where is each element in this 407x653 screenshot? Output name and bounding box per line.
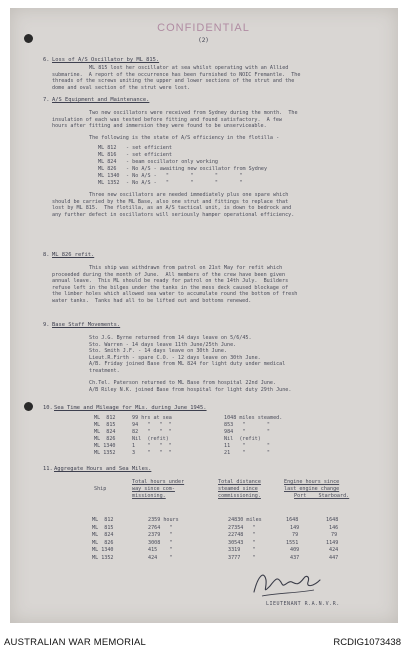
movement-line: Ch.Tel. Paterson returned to ML Base from hospital 22nd June. xyxy=(89,380,277,386)
sea-time-miles: Nil (refit) xyxy=(224,436,261,442)
movement-line: Lieut.R.Firth - spare C.O. - 12 days leave on 30th June. xyxy=(89,354,261,361)
paragraph-line: should be carried by the ML Base, also one strut and fittings to replace that xyxy=(52,198,289,205)
paragraph-line: proceeded during the month of June. All members of the crew have been given xyxy=(52,271,286,278)
ml-status: - No A/S - awaiting new oscillator from Sydney xyxy=(126,166,268,172)
paragraph-line: This ship was withdrawn from patrol on 21st May for refit which xyxy=(89,265,283,271)
agg-ship: ML 1340 xyxy=(92,547,114,553)
section-number: 11. xyxy=(43,466,53,472)
ml-status: - No A/S - " " " " xyxy=(126,180,243,186)
column-header-hours: Total hours under xyxy=(132,479,185,485)
sea-time-miles: 853 " " xyxy=(224,422,271,428)
archive-footer xyxy=(0,633,407,653)
agg-distance: 3319 " xyxy=(228,547,256,553)
section-number: 10. xyxy=(43,405,53,411)
movement-line: Sto. Warren - 14 days leave 11th June/25th June. xyxy=(89,341,237,348)
sea-time-ml: ML 826 xyxy=(94,436,116,442)
paragraph-line: any further defect in oscillators will seriously hamper operational efficiency. xyxy=(52,211,295,218)
ml-name: ML 1352 xyxy=(98,180,120,186)
sea-time-miles: 11 " " xyxy=(224,443,271,449)
page-number: (2) xyxy=(198,37,209,44)
paragraph-line: Two new oscillators were received from Sydney during the month. The xyxy=(89,110,298,116)
agg-stbd: 1149 xyxy=(326,539,339,546)
sea-time-ml: ML 1340 xyxy=(94,443,116,449)
agg-port: 437 xyxy=(290,554,300,561)
agg-stbd: 146 xyxy=(329,524,339,531)
ml-name: ML 1340 xyxy=(98,173,120,179)
sea-time-ml: ML 824 xyxy=(94,429,116,435)
agg-distance: 30543 " xyxy=(228,539,256,546)
section-heading: Sea Time and Mileage for MLs. during June 1945. xyxy=(54,405,207,411)
agg-port: 149 xyxy=(290,524,300,531)
agg-stbd: 424 xyxy=(329,547,339,553)
ml-name: ML 826 xyxy=(98,166,117,172)
sea-time-ml: ML 815 xyxy=(94,422,116,428)
handwritten-signature xyxy=(248,566,328,600)
section-heading: ML 826 refit. xyxy=(52,252,95,258)
agg-hours: 3008 " xyxy=(148,539,173,546)
movement-line: Sto. Smith J.F. - 14 days leave on 30th June. xyxy=(89,348,228,354)
agg-stbd: 1648 xyxy=(326,517,339,523)
agg-ship: ML 812 xyxy=(92,517,114,523)
ml-status: - set efficient xyxy=(126,152,173,158)
sea-time-miles: 21 " " xyxy=(224,450,271,456)
archive-name: AUSTRALIAN WAR MEMORIAL xyxy=(4,637,147,648)
ml-name: ML 816 xyxy=(98,152,117,158)
sea-time-hours: 82 " " " xyxy=(132,429,172,435)
classification-stamp: CONFIDENTIAL xyxy=(157,22,250,34)
paragraph-line: insulation of each was tested before fitting and found satisfactory. A few xyxy=(52,116,283,123)
record-id: RCDIG1073438 xyxy=(333,637,401,648)
agg-hours: 2359 hours xyxy=(148,517,179,523)
paragraph-line: water tanks. Tanks had all to be lifted out and bottoms renewed. xyxy=(52,297,252,304)
paragraph-line: submarine. A report of the occurrence has been furnished to NOIC Fremantle. The xyxy=(52,71,301,78)
paragraph-line: hours after fitting and immersion they were found to be unserviceable. xyxy=(52,123,267,129)
section-number: 7. xyxy=(43,97,50,103)
agg-ship: ML 815 xyxy=(92,524,114,531)
ml-status: - set efficient xyxy=(126,145,173,151)
agg-port: 1551 xyxy=(286,539,299,546)
column-header-engine: Engine hours since xyxy=(284,479,340,485)
paragraph-line: lost by ML 815. The flotilla, as an A/S tactical unit, is down to bedrock and xyxy=(52,205,292,211)
ml-name: ML 812 xyxy=(98,145,117,151)
sea-time-hours: Nil (refit) xyxy=(132,436,169,442)
agg-distance: 24830 miles xyxy=(228,517,262,523)
paragraph-line: dome and oval section of the strut were lost. xyxy=(52,84,191,91)
column-header-hours: way since com- xyxy=(132,486,175,492)
column-header-distance: Total distance xyxy=(218,479,261,485)
section-number: 8. xyxy=(43,252,50,258)
column-header-hours: missioning. xyxy=(132,493,166,499)
sea-time-hours: 1 " " " xyxy=(132,443,172,449)
ml-status: - No A/S - " " " " xyxy=(126,173,243,179)
sea-time-miles: 1048 miles steamed. xyxy=(224,415,283,421)
movement-line: A/B Riley N.K. joined Base from hospital for light duty 29th June. xyxy=(89,386,292,393)
agg-distance: 22748 " xyxy=(228,532,256,538)
movement-line: Sto J.G. Byrne returned from 14 days leave on 5/6/45. xyxy=(89,335,252,341)
agg-ship: ML 1352 xyxy=(92,554,114,561)
paragraph-line: annual leave. This ML should be ready for patrol on the 14th July. Builders xyxy=(52,278,289,284)
agg-ship: ML 824 xyxy=(92,532,114,538)
sea-time-ml: ML 812 xyxy=(94,415,116,421)
agg-hours: 2764 " xyxy=(148,524,173,531)
section-heading: Loss of A/S Oscillator by ML 815. xyxy=(52,57,160,63)
agg-hours: 424 " xyxy=(148,554,173,561)
signatory-rank: LIEUTENANT R.A.N.V.R. xyxy=(266,601,340,607)
agg-port: 79 xyxy=(292,532,299,538)
paragraph-line: refuse left in the bilges under the tanks in the mess deck caused blockage of xyxy=(52,284,289,291)
paragraph-line: the limber holes which allowed sea water to accumulate round the bottom of fresh xyxy=(52,291,298,297)
section-heading: A/S Equipment and Maintenance. xyxy=(52,97,150,103)
movement-line: A/B. Friday joined Base from ML 824 for light duty under medical xyxy=(89,361,286,367)
agg-stbd: 447 xyxy=(329,554,339,561)
column-header-distance: steamed since xyxy=(218,486,258,492)
paragraph-line: Three new oscillators are needed immediately plus one spare which xyxy=(89,192,289,198)
column-header-ship: Ship xyxy=(94,486,107,492)
movement-line: treatment. xyxy=(89,367,120,374)
column-header-engine: Port Starboard. xyxy=(294,493,350,499)
agg-port: 1648 xyxy=(286,517,299,523)
agg-ship: ML 826 xyxy=(92,539,114,546)
sea-time-miles: 984 " " xyxy=(224,429,271,435)
agg-hours: 415 " xyxy=(148,547,173,553)
paragraph-line: ML 815 lost her oscillator at sea whilst operating with an Allied xyxy=(89,65,289,71)
sea-time-ml: ML 1352 xyxy=(94,450,116,456)
ml-status: - beam oscillator only working xyxy=(126,159,219,165)
section-number: 6. xyxy=(43,57,50,63)
agg-distance: 27354 " xyxy=(228,524,256,531)
section-number: 9. xyxy=(43,322,50,328)
agg-port: 409 xyxy=(290,547,300,553)
agg-hours: 2379 " xyxy=(148,532,173,538)
punch-hole xyxy=(24,402,33,411)
agg-stbd: 79 xyxy=(331,532,338,538)
ml-name: ML 824 xyxy=(98,159,117,165)
sea-time-hours: 94 " " " xyxy=(132,422,172,428)
paragraph-line: The following is the state of A/S efficiency in the flotilla - xyxy=(89,135,280,141)
paragraph-line: threads of the screws uniting the upper and lower sections of the strut and the xyxy=(52,78,295,84)
column-header-engine: last engine change xyxy=(284,486,340,492)
agg-distance: 3777 " xyxy=(228,554,256,561)
sea-time-hours: 3 " " " xyxy=(132,450,172,456)
sea-time-hours: 99 hrs at sea xyxy=(132,415,172,421)
column-header-distance: commissioning. xyxy=(218,493,261,499)
section-heading: Base Staff Movements. xyxy=(52,322,121,328)
section-heading: Aggregate Hours and Sea Miles. xyxy=(54,466,152,472)
